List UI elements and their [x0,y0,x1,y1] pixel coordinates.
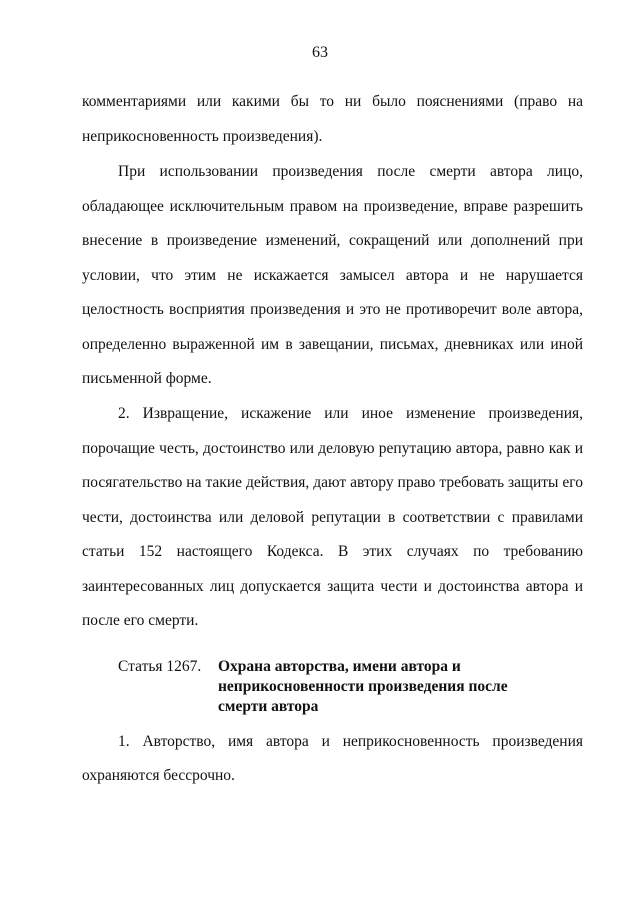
paragraph-3-line-4: чести, достоинства или деловой репутации в соответствии с правилами [82,509,583,526]
paragraph-2-line-7: письменной форме. [82,370,212,387]
article-label: Статья 1267. [118,658,202,675]
article-title-line-1: Охрана авторства, имени автора и [218,658,461,675]
paragraph-2-line-4: условии, что этим не искажается замысел автора и не нарушается [82,267,583,284]
paragraph-2-line-2: обладающее исключительным правом на произведение, вправе разрешить [82,198,583,215]
paragraph-2-line-3: внесение в произведение изменений, сокращений или дополнений при [82,232,583,249]
paragraph-1-line-2: неприкосновенность произведения). [82,128,323,145]
paragraph-2-line-1: При использовании произведения после смерти автора лицо, [118,163,583,180]
paragraph-3-line-2: порочащие честь, достоинство или деловую репутацию автора, равно как и [82,440,583,457]
paragraph-2-line-6: определенно выраженной им в завещании, письмах, дневниках или иной [82,336,583,353]
paragraph-3-line-6: заинтересованных лиц допускается защита чести и достоинства автора и [82,578,583,595]
paragraph-4-line-1: 1. Авторство, имя автора и неприкосновенность произведения [118,733,583,750]
paragraph-3-line-1: 2. Извращение, искажение или иное изменение произведения, [118,405,583,422]
paragraph-4-line-2: охраняются бессрочно. [82,767,235,784]
paragraph-3-line-5: статьи 152 настоящего Кодекса. В этих случаях по требованию [82,543,583,560]
paragraph-1-line-1: комментариями или какими бы то ни было пояснениями (право на [82,93,583,110]
paragraph-3-line-7: после его смерти. [82,612,199,629]
paragraph-2-line-5: целостность восприятия произведения и это не противоречит воле автора, [82,301,583,318]
article-title [218,657,538,717]
article-title-line-2: неприкосновенности произведения после [218,678,508,695]
page-number: 63 [312,44,328,61]
paragraph-3-line-3: посягательство на такие действия, дают автору право требовать защиты его [82,474,583,491]
article-title-line-3: смерти автора [218,698,319,715]
